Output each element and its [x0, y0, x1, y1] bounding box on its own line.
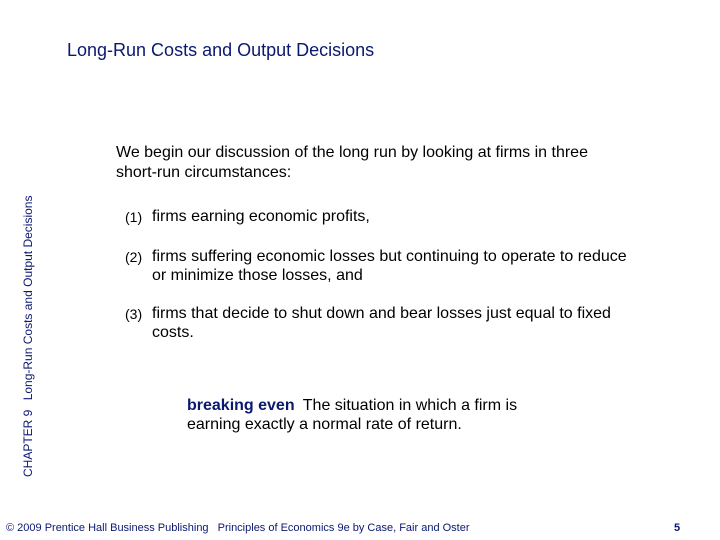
- list-item-number: (3): [125, 306, 143, 322]
- footer-copyright: © 2009 Prentice Hall Business Publishing: [6, 522, 209, 534]
- list-item: [125, 304, 645, 342]
- list-item-text: firms earning economic profits,: [152, 208, 370, 225]
- chapter-title: Long-Run Costs and Output Decisions: [21, 195, 35, 401]
- footer: [6, 522, 470, 534]
- slide-title: Long-Run Costs and Output Decisions: [67, 40, 375, 60]
- footer-book: Principles of Economics 9e by Case, Fair and Oster: [217, 522, 470, 534]
- list-item-number: (1): [125, 209, 143, 225]
- chapter-number: CHAPTER 9: [21, 409, 35, 477]
- list-item-text: firms suffering economic losses but continuing to operate to reduce or minimize those losses, and: [152, 248, 627, 284]
- definition-box: [187, 396, 527, 434]
- intro-paragraph: We begin our discussion of the long run by looking at firms in three short-run circumstances:: [116, 144, 588, 181]
- definition-term: breaking even: [187, 397, 295, 414]
- page-number: 5: [674, 522, 681, 534]
- list-item: [125, 207, 645, 226]
- list-item-number: (2): [125, 249, 143, 265]
- chapter-side-label: [21, 196, 35, 477]
- list-item: [125, 247, 645, 285]
- definition-text: The situation in which a firm is earning exactly a normal rate of return.: [187, 397, 518, 433]
- list-item-text: firms that decide to shut down and bear losses just equal to fixed costs.: [152, 305, 611, 341]
